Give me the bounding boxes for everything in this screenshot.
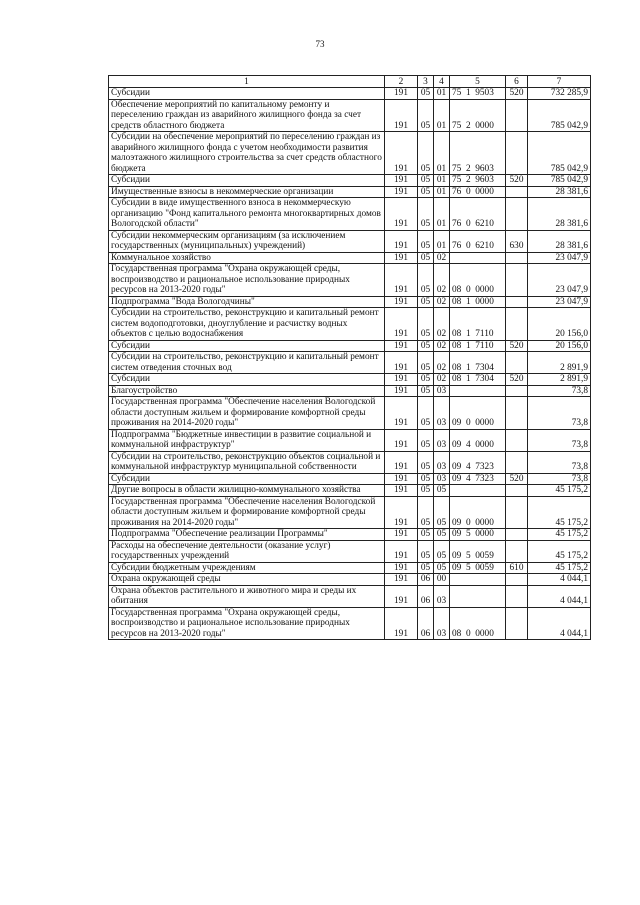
amount-value: 23 047,9 (528, 252, 591, 264)
item-name: Государственная программа "Охрана окружающей среды, воспроизводство и рациональное использование природных ресурсов на 2013-2020 годы" (109, 264, 385, 297)
header-cell: 6 (506, 76, 528, 88)
item-name: Подпрограмма "Вода Вологодчины" (109, 296, 385, 308)
target-article-code: 08 1 7304 (450, 352, 506, 374)
amount-value: 785 042,9 (528, 132, 591, 175)
table-row (109, 562, 591, 574)
section-code: 05 (418, 264, 434, 297)
table-row (109, 529, 591, 541)
expense-type-code (506, 397, 528, 430)
section-code: 06 (418, 585, 434, 607)
item-name: Государственная программа "Обеспечение населения Вологодской области доступным жильем и формирование комфортной среды проживания на 2014-2020 годы" (109, 397, 385, 430)
table-row (109, 574, 591, 586)
subsection-code: 02 (434, 264, 450, 297)
section-code: 05 (418, 385, 434, 397)
table-row (109, 132, 591, 175)
item-name: Субсидии на строительство, реконструкцию объектов социальной и коммунальной инфраструктур муниципальной собственности (109, 451, 385, 473)
amount-value: 45 175,2 (528, 540, 591, 562)
amount-value: 2 891,9 (528, 374, 591, 386)
item-name: Субсидии на строительство, реконструкцию и капитальный ремонт систем отведения сточных вод (109, 352, 385, 374)
section-code: 06 (418, 607, 434, 640)
item-name: Расходы на обеспечение деятельности (оказание услуг) государственных учреждений (109, 540, 385, 562)
header-cell: 3 (418, 76, 434, 88)
table-row (109, 496, 591, 529)
subsection-code: 05 (434, 529, 450, 541)
expense-type-code (506, 252, 528, 264)
table-row (109, 451, 591, 473)
target-article-code: 09 0 0000 (450, 496, 506, 529)
amount-value: 23 047,9 (528, 264, 591, 297)
item-name: Субсидии (109, 88, 385, 100)
section-code: 06 (418, 574, 434, 586)
table-row (109, 296, 591, 308)
expense-type-code (506, 352, 528, 374)
amount-value: 785 042,9 (528, 99, 591, 132)
amount-value: 45 175,2 (528, 562, 591, 574)
section-code: 05 (418, 562, 434, 574)
expense-type-code (506, 496, 528, 529)
target-article-code: 09 5 0000 (450, 529, 506, 541)
subsection-code: 03 (434, 607, 450, 640)
amount-value: 2 891,9 (528, 352, 591, 374)
expense-type-code: 520 (506, 88, 528, 100)
amount-value: 45 175,2 (528, 529, 591, 541)
item-name: Субсидии некоммерческим организациям (за исключением государственных (муниципальных) учреждений) (109, 230, 385, 252)
expense-type-code: 630 (506, 230, 528, 252)
target-article-code (450, 585, 506, 607)
table-row (109, 230, 591, 252)
item-name: Субсидии на строительство, реконструкцию и капитальный ремонт систем водоподготовки, дноуглубление и расчистку водных объектов с целью водоснабжения (109, 308, 385, 341)
amount-value: 732 285,9 (528, 88, 591, 100)
subsection-code: 01 (434, 230, 450, 252)
expense-type-code (506, 99, 528, 132)
item-name: Субсидии (109, 374, 385, 386)
amount-value: 45 175,2 (528, 496, 591, 529)
expense-type-code (506, 264, 528, 297)
admin-code: 191 (385, 296, 418, 308)
expense-type-code (506, 198, 528, 231)
section-code: 05 (418, 451, 434, 473)
admin-code: 191 (385, 175, 418, 187)
table-row (109, 340, 591, 352)
target-article-code: 08 1 0000 (450, 296, 506, 308)
amount-value: 4 044,1 (528, 574, 591, 586)
admin-code: 191 (385, 99, 418, 132)
expense-type-code: 520 (506, 340, 528, 352)
table-row (109, 485, 591, 497)
admin-code: 191 (385, 198, 418, 231)
subsection-code: 01 (434, 88, 450, 100)
expense-type-code (506, 585, 528, 607)
item-name: Подпрограмма "Бюджетные инвестиции в развитие социальной и коммунальной инфраструктур" (109, 429, 385, 451)
section-code: 05 (418, 374, 434, 386)
target-article-code: 09 5 0059 (450, 540, 506, 562)
item-name: Субсидии бюджетным учреждениям (109, 562, 385, 574)
amount-value: 73,8 (528, 385, 591, 397)
subsection-code: 03 (434, 585, 450, 607)
item-name: Субсидии (109, 473, 385, 485)
amount-value: 20 156,0 (528, 340, 591, 352)
header-cell: 1 (109, 76, 385, 88)
expense-type-code: 520 (506, 175, 528, 187)
item-name: Субсидии на обеспечение мероприятий по переселению граждан из аварийного жилищного фонда с учетом необходимости развития малоэтажного жилищного строительства за счет средств областного бюджета (109, 132, 385, 175)
expense-type-code (506, 529, 528, 541)
admin-code: 191 (385, 496, 418, 529)
subsection-code: 02 (434, 296, 450, 308)
amount-value: 73,8 (528, 429, 591, 451)
item-name: Государственная программа "Охрана окружающей среды, воспроизводство и рациональное использование природных ресурсов на 2013-2020 годы" (109, 607, 385, 640)
item-name: Субсидии (109, 175, 385, 187)
target-article-code (450, 574, 506, 586)
amount-value: 28 381,6 (528, 186, 591, 198)
header-cell: 7 (528, 76, 591, 88)
table-row (109, 585, 591, 607)
subsection-code: 02 (434, 252, 450, 264)
subsection-code: 01 (434, 175, 450, 187)
subsection-code: 01 (434, 198, 450, 231)
subsection-code: 02 (434, 352, 450, 374)
admin-code: 191 (385, 540, 418, 562)
amount-value: 785 042,9 (528, 175, 591, 187)
admin-code: 191 (385, 451, 418, 473)
admin-code: 191 (385, 562, 418, 574)
admin-code: 191 (385, 397, 418, 430)
target-article-code: 75 2 9603 (450, 175, 506, 187)
target-article-code (450, 485, 506, 497)
subsection-code: 05 (434, 562, 450, 574)
expense-type-code (506, 540, 528, 562)
amount-value: 45 175,2 (528, 485, 591, 497)
amount-value: 4 044,1 (528, 607, 591, 640)
amount-value: 20 156,0 (528, 308, 591, 341)
target-article-code: 08 1 7110 (450, 308, 506, 341)
amount-value: 23 047,9 (528, 296, 591, 308)
section-code: 05 (418, 340, 434, 352)
table-row (109, 88, 591, 100)
admin-code: 191 (385, 352, 418, 374)
table-row (109, 374, 591, 386)
subsection-code: 02 (434, 308, 450, 341)
section-code: 05 (418, 529, 434, 541)
table-row (109, 429, 591, 451)
target-article-code (450, 252, 506, 264)
subsection-code: 03 (434, 473, 450, 485)
subsection-code: 02 (434, 340, 450, 352)
item-name: Имущественные взносы в некоммерческие организации (109, 186, 385, 198)
subsection-code: 03 (434, 385, 450, 397)
table-row (109, 198, 591, 231)
target-article-code (450, 385, 506, 397)
admin-code: 191 (385, 529, 418, 541)
admin-code: 191 (385, 252, 418, 264)
header-cell: 2 (385, 76, 418, 88)
section-code: 05 (418, 186, 434, 198)
subsection-code: 03 (434, 451, 450, 473)
table-row (109, 397, 591, 430)
expense-type-code (506, 308, 528, 341)
expense-type-code (506, 607, 528, 640)
section-code: 05 (418, 496, 434, 529)
item-name: Другие вопросы в области жилищно-коммунального хозяйства (109, 485, 385, 497)
admin-code: 191 (385, 607, 418, 640)
target-article-code: 08 0 0000 (450, 607, 506, 640)
item-name: Охрана объектов растительного и животного мира и среды их обитания (109, 585, 385, 607)
target-article-code: 75 1 9503 (450, 88, 506, 100)
section-code: 05 (418, 540, 434, 562)
header-cell: 4 (434, 76, 450, 88)
expense-type-code: 520 (506, 374, 528, 386)
section-code: 05 (418, 175, 434, 187)
admin-code: 191 (385, 473, 418, 485)
target-article-code: 76 0 6210 (450, 230, 506, 252)
target-article-code: 76 0 0000 (450, 186, 506, 198)
amount-value: 28 381,6 (528, 198, 591, 231)
item-name: Государственная программа "Обеспечение населения Вологодской области доступным жильем и формирование комфортной среды проживания на 2014-2020 годы" (109, 496, 385, 529)
expense-type-code (506, 451, 528, 473)
section-code: 05 (418, 132, 434, 175)
item-name: Субсидии в виде имущественного взноса в некоммерческую организацию "Фонд капитального ремонта многоквартирных домов Вологодской области" (109, 198, 385, 231)
subsection-code: 03 (434, 429, 450, 451)
table-row (109, 252, 591, 264)
section-code: 05 (418, 429, 434, 451)
section-code: 05 (418, 473, 434, 485)
section-code: 05 (418, 99, 434, 132)
admin-code: 191 (385, 308, 418, 341)
expense-type-code (506, 574, 528, 586)
target-article-code: 75 2 9603 (450, 132, 506, 175)
admin-code: 191 (385, 186, 418, 198)
section-code: 05 (418, 485, 434, 497)
target-article-code: 08 1 7304 (450, 374, 506, 386)
subsection-code: 01 (434, 132, 450, 175)
target-article-code: 08 0 0000 (450, 264, 506, 297)
section-code: 05 (418, 252, 434, 264)
table-row (109, 385, 591, 397)
subsection-code: 00 (434, 574, 450, 586)
admin-code: 191 (385, 132, 418, 175)
table-row (109, 264, 591, 297)
subsection-code: 02 (434, 374, 450, 386)
subsection-code: 03 (434, 397, 450, 430)
target-article-code: 09 5 0059 (450, 562, 506, 574)
expense-type-code: 610 (506, 562, 528, 574)
amount-value: 73,8 (528, 451, 591, 473)
item-name: Подпрограмма "Обеспечение реализации Программы" (109, 529, 385, 541)
section-code: 05 (418, 308, 434, 341)
expense-type-code: 520 (506, 473, 528, 485)
admin-code: 191 (385, 374, 418, 386)
expense-type-code (506, 296, 528, 308)
expense-type-code (506, 385, 528, 397)
budget-table (108, 75, 591, 640)
item-name: Коммунальное хозяйство (109, 252, 385, 264)
expense-type-code (506, 429, 528, 451)
admin-code: 191 (385, 264, 418, 297)
item-name: Охрана окружающей среды (109, 574, 385, 586)
section-code: 05 (418, 88, 434, 100)
target-article-code: 08 1 7110 (450, 340, 506, 352)
section-code: 05 (418, 352, 434, 374)
subsection-code: 05 (434, 496, 450, 529)
amount-value: 73,8 (528, 473, 591, 485)
admin-code: 191 (385, 230, 418, 252)
table-row (109, 540, 591, 562)
target-article-code: 09 0 0000 (450, 397, 506, 430)
subsection-code: 01 (434, 99, 450, 132)
target-article-code: 75 2 0000 (450, 99, 506, 132)
header-row (109, 76, 591, 88)
table-row (109, 352, 591, 374)
table-row (109, 473, 591, 485)
expense-type-code (506, 132, 528, 175)
subsection-code: 01 (434, 186, 450, 198)
admin-code: 191 (385, 574, 418, 586)
admin-code: 191 (385, 340, 418, 352)
expense-type-code (506, 485, 528, 497)
table-row (109, 607, 591, 640)
target-article-code: 09 4 7323 (450, 473, 506, 485)
subsection-code: 05 (434, 485, 450, 497)
section-code: 05 (418, 296, 434, 308)
header-cell: 5 (450, 76, 506, 88)
amount-value: 73,8 (528, 397, 591, 430)
item-name: Благоустройство (109, 385, 385, 397)
amount-value: 4 044,1 (528, 585, 591, 607)
table-row (109, 175, 591, 187)
section-code: 05 (418, 198, 434, 231)
admin-code: 191 (385, 485, 418, 497)
section-code: 05 (418, 230, 434, 252)
amount-value: 28 381,6 (528, 230, 591, 252)
table-row (109, 186, 591, 198)
admin-code: 191 (385, 429, 418, 451)
admin-code: 191 (385, 88, 418, 100)
admin-code: 191 (385, 585, 418, 607)
page-number: 73 (315, 39, 325, 49)
item-name: Субсидии (109, 340, 385, 352)
section-code: 05 (418, 397, 434, 430)
table-row (109, 308, 591, 341)
target-article-code: 09 4 7323 (450, 451, 506, 473)
subsection-code: 05 (434, 540, 450, 562)
item-name: Обеспечение мероприятий по капитальному ремонту и переселению граждан из аварийного жилищного фонда за счет средств областного бюджета (109, 99, 385, 132)
target-article-code: 09 4 0000 (450, 429, 506, 451)
admin-code: 191 (385, 385, 418, 397)
expense-type-code (506, 186, 528, 198)
table-row (109, 99, 591, 132)
target-article-code: 76 0 6210 (450, 198, 506, 231)
